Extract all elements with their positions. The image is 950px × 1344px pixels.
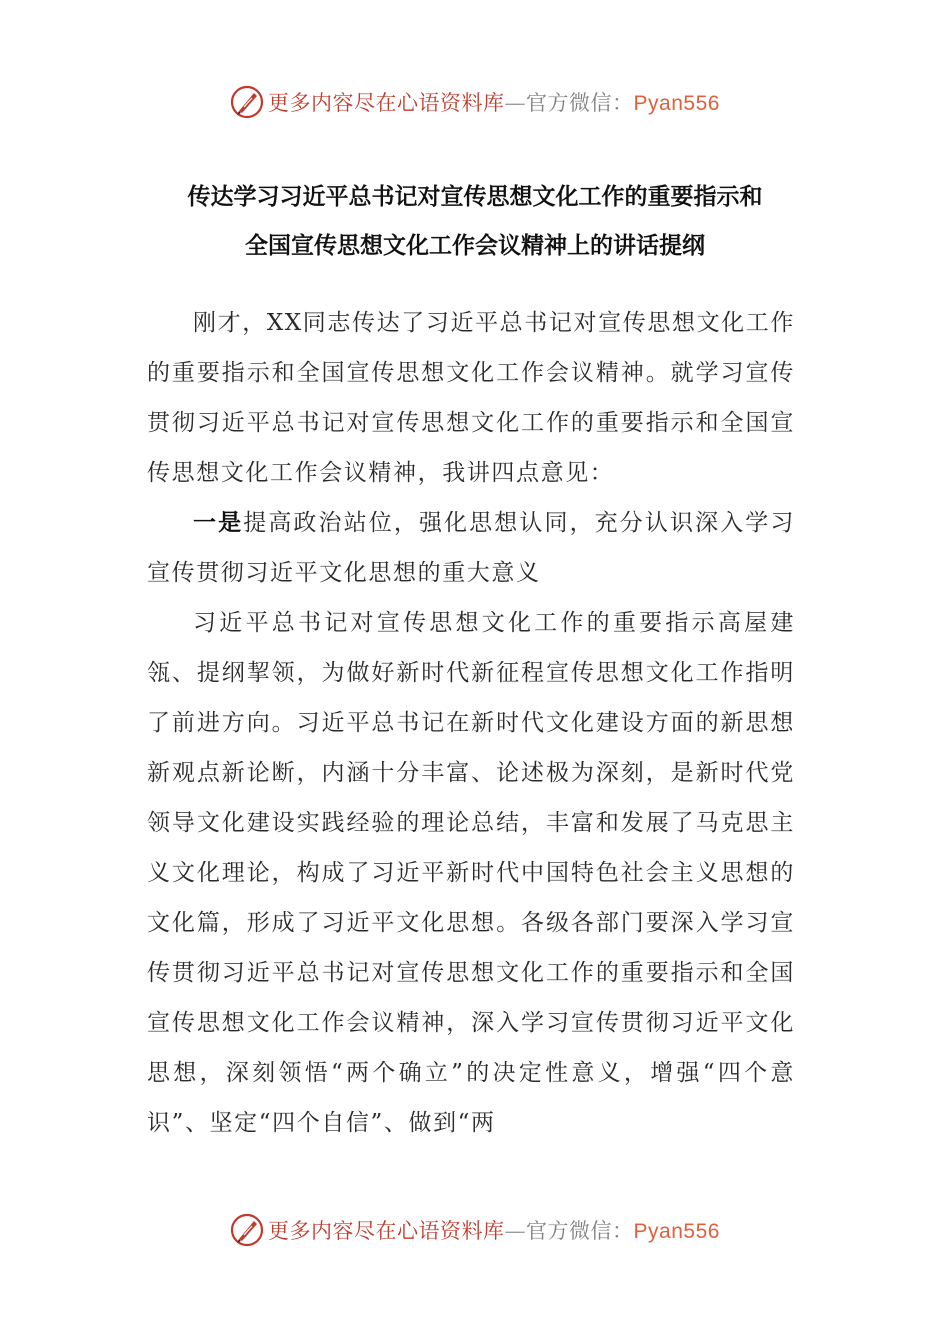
banner-text — [268, 87, 720, 117]
footer-banner — [0, 1210, 950, 1250]
banner-dash: — — [504, 91, 527, 115]
banner-site-name: 更多内容尽在心语资料库 — [268, 91, 505, 115]
banner-wechat-id: Pyan556 — [633, 1220, 720, 1243]
banner-dash: — — [504, 1219, 527, 1243]
document-title — [120, 173, 830, 271]
quill-pen-logo-icon — [230, 85, 264, 119]
paragraph-point-one-body: 习近平总书记对宣传思想文化工作的重要指示高屋建瓴、提纲挈领，为做好新时代新征程宣传思想文化工作指明了前进方向。习近平总书记在新时代文化建设方面的新思想新观点新论断，内涵十分丰富、论述极为深刻，是新时代党领导文化建设实践经验的理论总结，丰富和发展了马克思主义文化理论，构成了习近平新时代中国特色社会主义思想的文化篇，形成了习近平文化思想。各级各部门要深入学习宣传贯彻习近平总书记对宣传思想文化工作的重要指示和全国宣传思想文化工作会议精神，深入学习宣传贯彻习近平文化思想，深刻领悟“两个确立”的决定性意义，增强“四个意识”、坚定“四个自信”、做到“两 — [147, 610, 795, 1136]
banner-site-name: 更多内容尽在心语资料库 — [268, 1219, 505, 1243]
banner-text — [268, 1215, 720, 1245]
paragraph-intro: 刚才，XX同志传达了习近平总书记对宣传思想文化工作的重要指示和全国宣传思想文化工作会议精神。就学习宣传贯彻习近平总书记对宣传思想文化工作的重要指示和全国宣传思想文化工作会议精神，我讲四点意见： — [147, 310, 795, 486]
banner-wechat-label: 官方微信： — [526, 1219, 634, 1243]
title-line-1: 传达学习习近平总书记对宣传思想文化工作的重要指示和 — [187, 184, 763, 210]
paragraph-point-one — [147, 498, 795, 598]
banner-wechat-label: 官方微信： — [526, 91, 634, 115]
point-one-lead: 一是 — [193, 510, 244, 536]
title-line-2: 全国宣传思想文化工作会议精神上的讲话提纲 — [245, 233, 705, 259]
point-one-heading: 提高政治站位，强化思想认同，充分认识深入学习宣传贯彻习近平文化思想的重大意义 — [147, 510, 796, 586]
header-banner — [0, 82, 950, 122]
document-body — [147, 298, 795, 1148]
banner-wechat-id: Pyan556 — [633, 92, 720, 115]
quill-pen-logo-icon — [230, 1213, 264, 1247]
